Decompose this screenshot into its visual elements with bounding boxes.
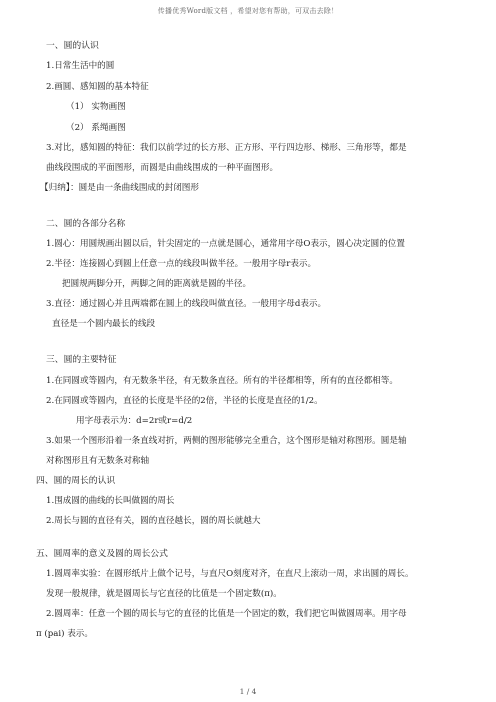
text-line: 对称图形且有无数条对称轴: [46, 456, 150, 466]
text-line: 1.圆心：用圆规画出圆以后，针尖固定的一点就是圆心，通常用字母O表示，圆心决定圆的位置: [46, 239, 405, 249]
text-line: 2.画圆、感知圆的基本特征: [46, 82, 149, 92]
text-line: 2.周长与圆的直径有关，圆的直径越长，圆的周长就越大: [46, 516, 261, 526]
text-line: 曲线段围成的平面图形，而圆是由曲线围成的一种平面图形。: [46, 163, 279, 173]
section-heading-1: 一、圆的认识: [46, 41, 99, 51]
formula-line: 用字母表示为：d=2r或r=d/2: [76, 416, 193, 426]
summary-line: 【归纳】：圆是由一条曲线围成的封闭图形: [40, 183, 199, 193]
text-line: 2.在同圆或等圆内，直径的长度是半径的2倍，半径的长度是直径的1/2。: [46, 396, 323, 406]
text-line: π (pai) 表示。: [36, 629, 93, 639]
text-line: （2） 系绳画图: [66, 123, 126, 133]
text-line: （1） 实物画图: [66, 102, 126, 112]
page-header: 传播优秀Word版文档 ，希望对您有帮助，可双击去除！: [157, 7, 339, 15]
text-line: 1.圆周率实验：在圆形纸片上做个记号，与直尺O刻度对齐，在直尺上滚动一周，求出圆的周长。: [46, 569, 414, 579]
text-line: 2.圆周率：任意一个圆的周长与它的直径的比值是一个固定的数，我们把它叫做圆周率。用字母: [46, 609, 407, 619]
text-line: 3.对比，感知圆的特征：我们以前学过的长方形、正方形、平行四边形、梯形、三角形等，都是: [46, 143, 407, 153]
section-heading-5: 五、圆周率的意义及圆的周长公式: [36, 549, 168, 559]
text-line: 1.日常生活中的圆: [46, 61, 115, 71]
text-line: 把圆规两脚分开，两脚之间的距离就是圆的半径。: [62, 279, 252, 289]
text-line: 发现一般规律，就是圆周长与它直径的比值是一个固定数(π)。: [46, 589, 282, 599]
text-line: 直径是一个圆内最长的线段: [52, 319, 156, 329]
page-number: 1 / 4: [239, 687, 257, 696]
section-heading-2: 二、圆的各部分名称: [46, 219, 126, 229]
text-line: 3.直径：通过圆心并且两端都在圆上的线段叫做直径。一般用字母d表示。: [46, 299, 327, 309]
text-line: 1.在同圆或等圆内，有无数条半径，有无数条直径。所有的半径都相等，所有的直径都相等。: [46, 376, 398, 386]
text-line: 2.半径：连接圆心到圆上任意一点的线段叫做半径。一般用字母r表示。: [46, 259, 317, 269]
section-heading-3: 三、圆的主要特征: [46, 355, 117, 365]
text-line: 1.围成圆的曲线的长叫做圆的周长: [46, 496, 175, 506]
section-heading-4: 四、圆的周长的认识: [36, 476, 116, 486]
text-line: 3.如果一个图形沿着一条直线对折，两侧的图形能够完全重合，这个图形是轴对称图形。圆是轴: [46, 436, 407, 446]
